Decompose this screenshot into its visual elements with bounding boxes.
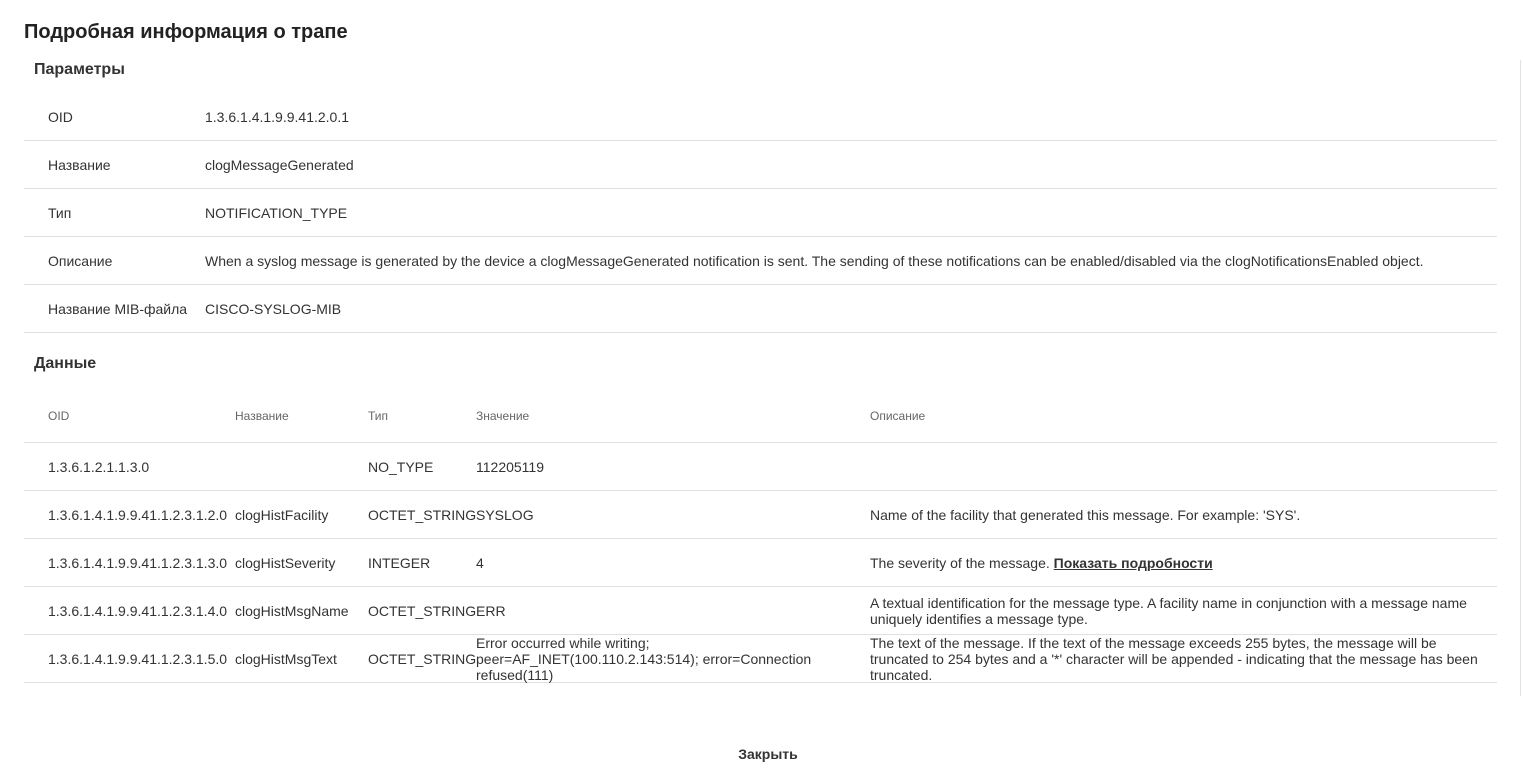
table-row (24, 443, 1497, 491)
table-row (24, 635, 1497, 683)
param-label: Тип (48, 204, 72, 221)
column-header-name: Название (235, 409, 289, 423)
param-label: Название (48, 156, 111, 173)
data-section-title: Данные (34, 355, 97, 372)
param-row-type (24, 189, 1497, 237)
cell-value: Error occurred while writing; peer=AF_INET(100.110.2.143:514); error=Connection refused(111) (476, 634, 812, 683)
cell-oid: 1.3.6.1.4.1.9.9.41.1.2.3.1.5.0 (48, 650, 228, 667)
cell-type: OCTET_STRING (368, 506, 477, 523)
param-row-description (24, 237, 1497, 285)
cell-oid: 1.3.6.1.4.1.9.9.41.1.2.3.1.3.0 (48, 554, 228, 571)
param-label: OID (48, 108, 73, 125)
cell-oid: 1.3.6.1.4.1.9.9.41.1.2.3.1.4.0 (48, 602, 228, 619)
cell-type: OCTET_STRING (368, 650, 477, 667)
cell-oid: 1.3.6.1.4.1.9.9.41.1.2.3.1.2.0 (48, 506, 228, 523)
param-value: clogMessageGenerated (205, 156, 354, 173)
cell-value: 112205119 (476, 458, 544, 475)
params-section-title: Параметры (34, 61, 125, 78)
param-row-mib-file (24, 285, 1497, 333)
column-header-oid: OID (48, 409, 70, 423)
param-value: 1.3.6.1.4.1.9.9.41.2.0.1 (205, 108, 350, 125)
cell-description: A textual identification for the message type. A facility name in conjunction with a message name uniquely identifies a message type. (870, 594, 1467, 627)
cell-description: The text of the message. If the text of the message exceeds 255 bytes, the message will be truncated to 254 bytes and a '*' character will be appended - indicating that the message has been truncated. (870, 634, 1478, 683)
params-list (24, 93, 1497, 333)
table-row (24, 539, 1497, 587)
param-row-oid (24, 93, 1497, 141)
table-row (24, 587, 1497, 635)
data-table (24, 390, 1497, 683)
param-row-name (24, 141, 1497, 189)
cell-value: ERR (476, 602, 506, 619)
param-value: NOTIFICATION_TYPE (205, 204, 348, 221)
close-button[interactable]: Закрыть (720, 738, 816, 770)
cell-type: OCTET_STRING (368, 602, 477, 619)
scrollbar-track[interactable] (1520, 60, 1521, 696)
table-row (24, 491, 1497, 539)
cell-type: NO_TYPE (368, 458, 434, 475)
param-label: Название MIB-файла (48, 300, 188, 317)
param-label: Описание (48, 252, 113, 269)
cell-name: clogHistMsgText (235, 650, 337, 667)
table-header (24, 390, 1497, 443)
cell-description (870, 555, 1497, 571)
dialog-title: Подробная информация о трапе (24, 21, 348, 43)
column-header-type: Тип (368, 409, 389, 423)
column-header-description: Описание (870, 409, 926, 423)
cell-type: INTEGER (368, 554, 431, 571)
cell-value: SYSLOG (476, 506, 534, 523)
cell-name: clogHistFacility (235, 506, 329, 523)
param-value: When a syslog message is generated by the device a clogMessageGenerated notification is sent. The sending of these notifications can be enabled/disabled via the clogNotificationsEnabled object. (205, 252, 1424, 269)
cell-description: Name of the facility that generated this message. For example: 'SYS'. (870, 506, 1301, 523)
cell-name: clogHistSeverity (235, 554, 336, 571)
cell-value: 4 (476, 554, 484, 571)
cell-oid: 1.3.6.1.2.1.1.3.0 (48, 458, 150, 475)
show-details-link[interactable]: Показать подробности (1053, 554, 1213, 571)
column-header-value: Значение (476, 409, 530, 423)
cell-name: clogHistMsgName (235, 602, 349, 619)
param-value: CISCO-SYSLOG-MIB (205, 300, 342, 317)
cell-description-text: The severity of the message. (870, 554, 1050, 571)
